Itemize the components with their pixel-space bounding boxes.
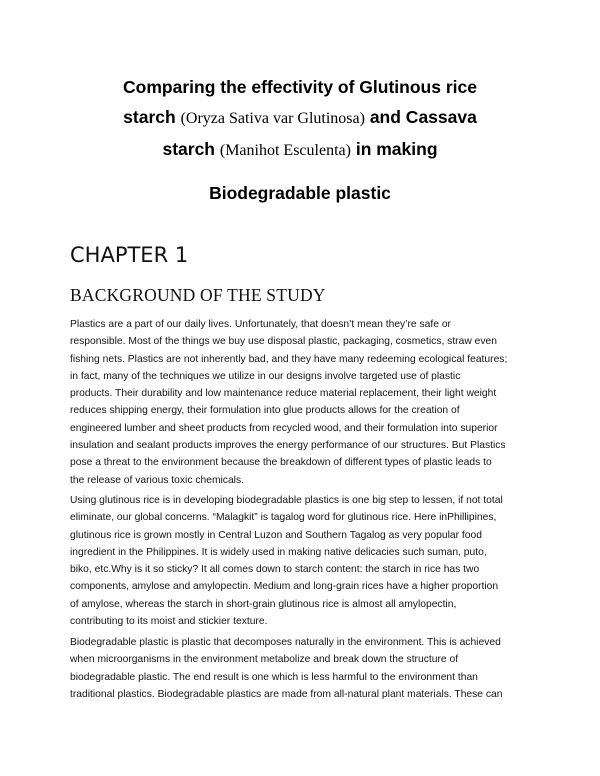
paragraph-line: engineered lumber and sheet products from recycled wood, and their formulation into superior — [70, 422, 498, 434]
paragraph-line: reduces shipping energy, their formulation into glue products allows for the creation of — [70, 405, 460, 417]
paragraph-line: components, amylose and amylopectin. Medium and long-grain rices have a higher proportion — [70, 581, 499, 593]
paragraph-line: Biodegradable plastic is plastic that decomposes naturally in the environment. This is achieved — [70, 637, 501, 648]
paragraph-line: contributing to its moist and stickier texture. — [70, 616, 268, 628]
title-text: and Cassava — [369, 107, 477, 127]
paragraph-line: glutinous rice is grown mostly in Central Luzon and Southern Tagalog as very popular food — [70, 529, 482, 541]
paragraph-line: fishing nets. Plastics are not inherently bad, and they have many redeeming ecological features; — [70, 353, 508, 365]
chapter-heading: CHAPTER 1 — [70, 243, 189, 267]
paragraph-line: biodegradable plastic. The end result is one which is less harmful to the environment than — [70, 671, 478, 683]
paragraph-line: eliminate, our global concerns. “Malagkit” is tagalog word for glutinous rice. Here inPhillipines, — [70, 512, 497, 524]
title-text: starch — [123, 107, 176, 127]
paragraph-line: responsible. Most of the things we buy use disposal plastic, packaging, cosmetics, straw even — [70, 336, 497, 348]
paragraph-line: in fact, many of the techniques we utilize in our designs involve targeted use of plastic — [70, 370, 461, 382]
title-text: starch — [162, 139, 215, 159]
title-text: Comparing the effectivity of Glutinous rice — [123, 77, 477, 97]
document-title — [60, 72, 540, 208]
paragraph-line: ingredient in the Philippines. It is widely used in making native delicacies such suman, puto, — [70, 546, 487, 558]
paragraph-line: the release of various toxic chemicals. — [70, 474, 244, 486]
paragraph — [70, 492, 532, 630]
paragraph-line: insulation and sealant products improves the energy performance of our structures. But Plastics — [70, 440, 506, 452]
scientific-name: (Oryza Sativa var Glutinosa) — [180, 110, 365, 127]
title-text: Biodegradable plastic — [209, 183, 391, 203]
paragraph — [70, 634, 532, 703]
paragraph-line: pose a threat to the environment because the breakdown of different types of plastic leads to — [70, 457, 492, 469]
section-heading: BACKGROUND OF THE STUDY — [70, 285, 326, 305]
paragraph-line: Using glutinous rice is in developing biodegradable plastics is one big step to lessen, if not total — [70, 495, 503, 506]
paragraph-line: Plastics are a part of our daily lives. Unfortunately, that doesn’t mean they’re safe or — [70, 319, 451, 330]
scientific-name: (Manihot Esculenta) — [219, 142, 351, 159]
paragraph — [70, 316, 532, 489]
paragraph-line: of amylose, whereas the starch in short-grain glutinous rice is almost all amylopectin, — [70, 598, 457, 610]
paragraph-line: biko, etc.Why is it so sticky? It all comes down to starch content: the starch in rice has two — [70, 564, 480, 576]
paragraph-line: products. Their durability and low maintenance reduce material replacement, their light weight — [70, 388, 497, 400]
title-text: in making — [355, 139, 438, 159]
paragraph-line: traditional plastics. Biodegradable plastics are made from all-natural plant materials. These can — [70, 688, 503, 700]
paragraph-line: when microorganisms in the environment metabolize and break down the structure of — [70, 654, 459, 666]
